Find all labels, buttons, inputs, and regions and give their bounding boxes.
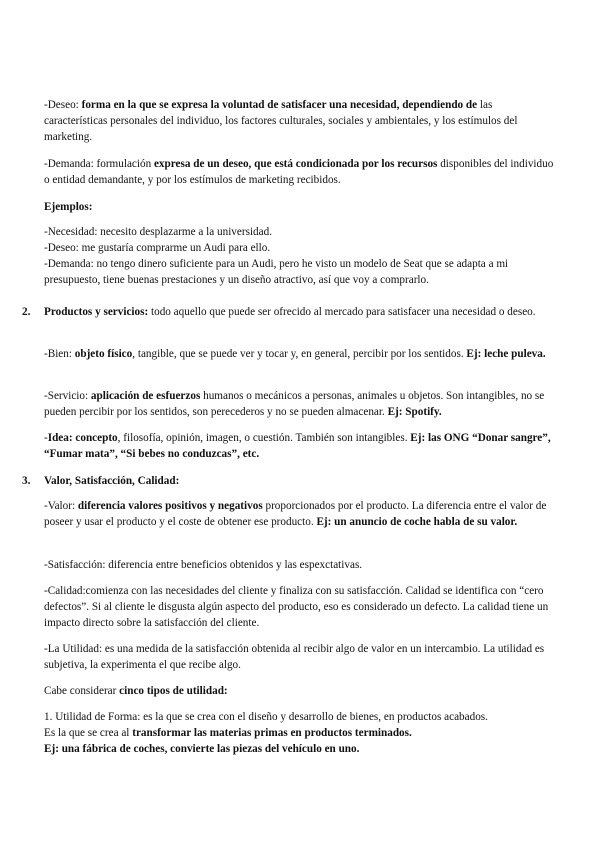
paragraph-valor: -Valor: diferencia valores positivos y negativos proporcionados por el producto. La diferencia entre el valor de poseer y usar el producto y el coste de obtener ese producto. Ej: un anuncio de coche habla de su valor. <box>44 500 547 528</box>
paragraph-deseo: -Deseo: forma en la que se expresa la voluntad de satisfacer una necesidad, dependiendo de las características personales del individuo, los factores culturales, sociales y ambientales, y los estímulos del marketing. <box>44 99 518 143</box>
paragraph-servicio: -Servicio: aplicación de esfuerzos humanos o mecánicos a personas, animales u objetos. Son intangibles, no se pueden percibir por los sentidos, son perecederos y no se pueden almacenar. Ej: Spotify. <box>44 390 545 418</box>
paragraph-satisfaccion: -Satisfacción: diferencia entre beneficios obtenidos y las espexctativas. <box>44 559 363 571</box>
paragraph-demanda: -Demanda: formulación expresa de un deseo, que está condicionada por los recursos disponibles del individuo o entidad demandante, y por los estímulos de marketing recibidos. <box>44 158 554 186</box>
ejemplo-demanda: -Demanda: no tengo dinero suficiente para un Audi, pero he visto un modelo de Seat que se adapta a mi presupuesto, tiene buenas prestaciones y un diseño atractivo, así que voy a comprarlo. <box>44 258 509 286</box>
utilidad-forma-line-2: Es la que se crea al transformar las materias primas en productos terminados. <box>44 727 412 739</box>
ejemplos-heading: Ejemplos: <box>44 201 93 213</box>
paragraph-utilidad: -La Utilidad: es una medida de la satisfacción obtenida al recibir algo de valor en un intercambio. La utilidad es subjetiva, la experimenta el que recibe algo. <box>44 643 545 671</box>
section-3-number: 3. <box>22 475 31 487</box>
paragraph-idea: -Idea: concepto, filosofía, opinión, imagen, o cuestión. También son intangibles. Ej: las ONG “Donar sangre”, “Fumar mata”, “Si bebes no conduzcas”, etc. <box>44 432 551 460</box>
paragraph-calidad: -Calidad:comienza con las necesidades del cliente y finaliza con su satisfacción. Calidad se identifica con “cero defectos”. Si al cliente le disgusta algún aspecto del producto, eso es considerado un defecto. La calidad tiene un impacto directo sobre la satisfacción del cliente. <box>44 585 549 629</box>
paragraph-bien: -Bien: objeto físico, tangible, que se puede ver y tocar y, en general, percibir por los sentidos. Ej: leche puleva. <box>44 348 546 360</box>
section-2-number: 2. <box>22 306 31 318</box>
paragraph-cabe-considerar: Cabe considerar cinco tipos de utilidad: <box>44 685 228 697</box>
utilidad-forma-line-1: 1. Utilidad de Forma: es la que se crea con el diseño y desarrollo de bienes, en productos acabados. <box>44 711 488 723</box>
section-3-title: Valor, Satisfacción, Calidad: <box>44 475 180 487</box>
section-2-intro: Productos y servicios: todo aquello que puede ser ofrecido al mercado para satisfacer una necesidad o deseo. <box>44 306 536 318</box>
utilidad-forma-line-3: Ej: una fábrica de coches, convierte las piezas del vehículo en uno. <box>44 743 360 755</box>
ejemplo-necesidad: -Necesidad: necesito desplazarme a la universidad. <box>44 226 272 238</box>
ejemplo-deseo: -Deseo: me gustaría comprarme un Audi para ello. <box>44 242 271 254</box>
